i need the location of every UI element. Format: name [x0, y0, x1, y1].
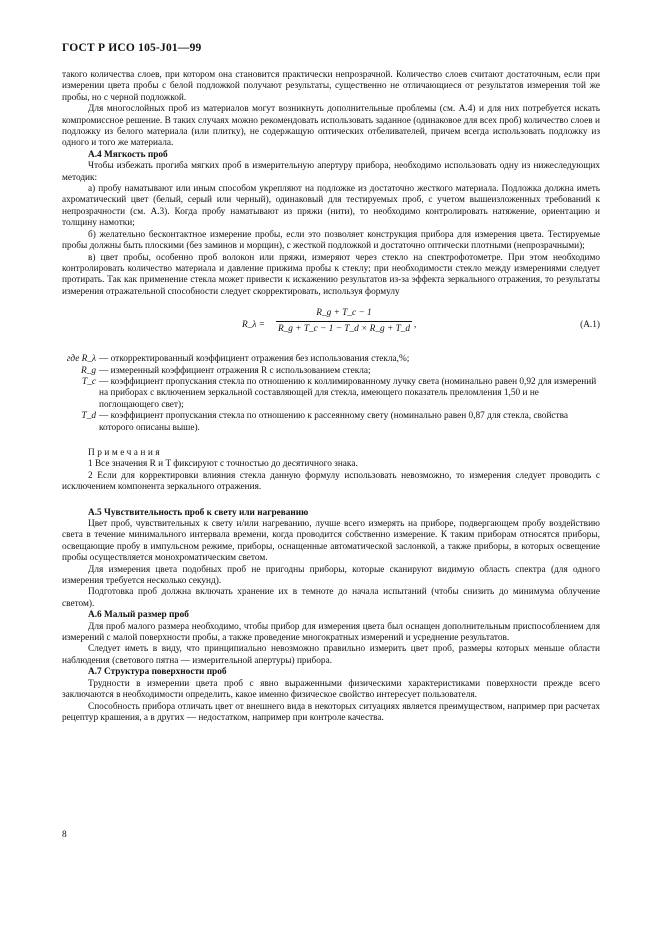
running-header: ГОСТ Р ИСО 105-J01—99 [62, 42, 202, 54]
paragraph: а) пробу наматывают или иным способом укрепляют на подложке из достаточно жесткого материала. Подложка должна иметь ахроматический цвет (белый, серый или черный), одинаковый для тестируемых проб, с учетом вышеизложенных требований к непрозрачности (см. А.3). Когда пробу наматывают из пряжи (нити), то необходимо контролировать натяжение, ориентацию и толщину намотки; [62, 184, 600, 229]
note-1: 1 Все значения R и T фиксируют с точностью до десятичного знака. [88, 459, 358, 470]
legend-symbol: T_c [82, 376, 96, 387]
formula-comma: , [414, 320, 417, 331]
paragraph: Подготовка проб должна включать хранение их в темноте до начала испытаний (чтобы снизить до минимума облучение светом). [62, 587, 600, 609]
legend-symbol: R_g [81, 365, 96, 376]
paragraph: в) цвет пробы, особенно проб волокон или пряжи, измеряют через стекло на спектрофотометре. При этом необходимо контролировать количество материала и давление прижима пробы к стеклу; при необходимости стекло между измерениями следует протирать. Так как применение стекла может привести к искажению результатов из-за эффекта зеркального отражения, то результаты измерения отражательной способности следует скорректировать, используя формулу [62, 252, 600, 297]
paragraph: Для многослойных проб из материалов могут возникнуть дополнительные проблемы (см. А.4) и для них потребуется искать компромиссное решение. В таких случаях можно рекомендовать использовать заданное (одинаковое для всех проб) количество слоев и подложку из белого материала (или плитку), не содержащую оптических отбеливателей, причем всегда использовать подложку из одного и того же материала. [62, 104, 600, 149]
paragraph: Для проб малого размера необходимо, чтобы прибор для измерения цвета был оснащен дополнительным приспособлением для измерений с малой поверхности пробы, а также проведение многократных измерений и усреднение результатов. [62, 621, 600, 644]
note-2: 2 Если для корректировки влияния стекла данную формулу использовать невозможно, то измерения следует проводить с исключением компонента зеркального отражения. [62, 470, 600, 493]
legend-text: — измеренный коэффициент отражения R с использованием стекла; [99, 365, 371, 376]
formula-fraction [276, 308, 412, 335]
legend-symbol: T_d [81, 411, 96, 422]
page-body [62, 70, 600, 724]
paragraph: Для измерения цвета подобных проб не пригодны приборы, которые сканируют видимую область спектра (для одного измерения требуется несколько секунд). [62, 564, 600, 587]
legend-text: — откорректированный коэффициент отражения без использования стекла,%; [99, 354, 410, 365]
paragraph: Трудности в измерении цвета проб с явно выраженными физическими характеристиками поверхности прежде всего заключаются в необходимости определить, какое именно физическое свойство интересует пользователя. [62, 678, 600, 701]
legend-symbol: где R_λ [66, 354, 96, 365]
section-heading-a5: А.5 Чувствительность проб к свету или нагреванию [88, 507, 309, 518]
paragraph: Цвет проб, чувствительных к свету и/или нагреванию, лучше всего измерять на приборе, подвергающем пробу воздействию света в течение минимального интервала времени, когда проводится собственно измерение. К таким приборам относятся приборы, освещающие пробу в импульсном режиме, приборы, оснащенные автоматической заслонкой, а также приборы, в которых освещение пробы осуществляется монохроматическим светом. [62, 519, 600, 564]
legend-item [62, 366, 600, 377]
legend-text: — коэффициент пропускания стекла по отношению к коллимированному лучку света (номинально равен 0,92 для измерений на приборах с включением зеркальной составляющей для стекла, имеющего показатель преломления 1,50 и не поглощающего свет); [99, 376, 597, 410]
formula-number: (А.1) [580, 320, 600, 331]
paragraph: Чтобы избежать прогиба мягких проб в измерительную апертуру прибора, необходимо использовать одну из нижеследующих методик: [62, 161, 600, 183]
formula-lhs: R_λ = [242, 320, 265, 331]
formula-legend [62, 354, 600, 434]
section-heading-a4: А.4 Мягкость проб [88, 149, 168, 160]
legend-text: — коэффициент пропускания стекла по отношению к рассеянному свету (номинально равен 0,87 для стекла, свойства которого описаны выше). [99, 411, 569, 433]
section-heading-a7: А.7 Структура поверхности проб [88, 667, 227, 678]
paragraph: б) желательно бесконтактное измерение пробы, если это позволяет конструкция прибора для измерения цвета. Тестируемые пробы должны быть плоскими (без заминов и морщин), с жесткой подложкой и достаточно оптически плотными (непрозрачными); [62, 229, 600, 252]
legend-item [62, 377, 600, 411]
legend-item [62, 411, 600, 434]
paragraph: такого количества слоев, при котором она становится практически непрозрачной. Количество слоев считают достаточным, если при измерении цвета пробы с белой подложкой получают результаты, существенно не отличающиеся от результатов измерения той же пробы, но с черной подложкой. [62, 70, 600, 103]
formula-a1 [62, 308, 600, 348]
section-heading-a6: А.6 Малый размер проб [88, 610, 189, 621]
notes-title: Примечания [88, 447, 163, 458]
paragraph: Следует иметь в виду, что принципиально невозможно правильно измерить цвет проб, размеры которых меньше области наблюдения (светового пятна — измерительной апертуры) прибора. [62, 644, 600, 666]
page-number: 8 [62, 830, 67, 840]
legend-item [62, 354, 600, 365]
paragraph: Способность прибора отличать цвет от внешнего вида в некоторых ситуациях является преимуществом, например при расчетах рецептур крашения, а в других — недостатком, например при контроле качества. [62, 701, 600, 723]
formula-denominator: R_g + T_c − 1 − T_d × R_g + T_d [277, 323, 411, 334]
formula-numerator: R_g + T_c − 1 [276, 308, 412, 321]
